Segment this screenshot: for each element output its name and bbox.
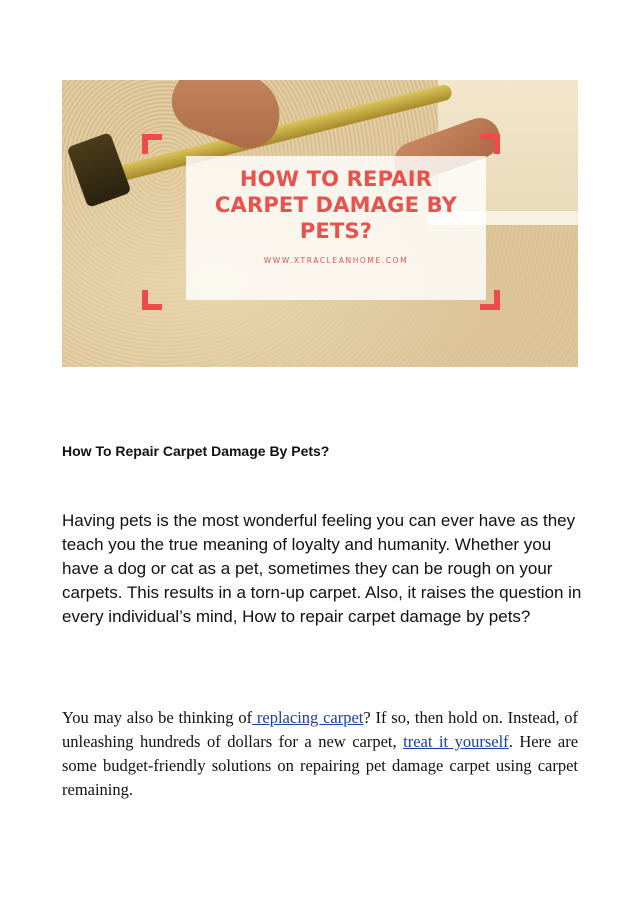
carpet-tool-head (66, 132, 131, 208)
second-paragraph (62, 706, 578, 802)
paragraph-text: You may also be thinking of (62, 708, 253, 727)
corner-bracket-bottom-left (142, 290, 162, 310)
hero-image (62, 80, 578, 367)
intro-paragraph: Having pets is the most wonderful feeling you can ever have as they teach you the true meaning of loyalty and humanity. Whether you have a dog or cat as a pet, sometimes they can be rough on your carpets. This results in a torn-up carpet. Also, it raises the question in every individual’s mind, How to repair carpet damage by pets? (62, 511, 582, 626)
paragraph-text: ? If so, then hold on. Instead, of unleashing hundreds of dollars for a new carpet, (62, 708, 579, 751)
article-heading: How To Repair Carpet Damage By Pets? (62, 443, 330, 459)
hero-url: WWW.XTRACLEANHOME.COM (263, 256, 409, 265)
hero-title: HOW TO REPAIR CARPET DAMAGE BY PETS? (214, 167, 458, 243)
corner-bracket-top-left (142, 134, 162, 154)
replacing-carpet-link[interactable]: replacing carpet (252, 708, 364, 727)
corner-bracket-bottom-right (480, 290, 500, 310)
paragraph-text: . Here are some budget-friendly solutions on repairing pet damage carpet using carpet remaining. (62, 732, 579, 799)
corner-bracket-top-right (480, 134, 500, 154)
treat-it-yourself-link[interactable]: treat it yourself (403, 732, 509, 751)
